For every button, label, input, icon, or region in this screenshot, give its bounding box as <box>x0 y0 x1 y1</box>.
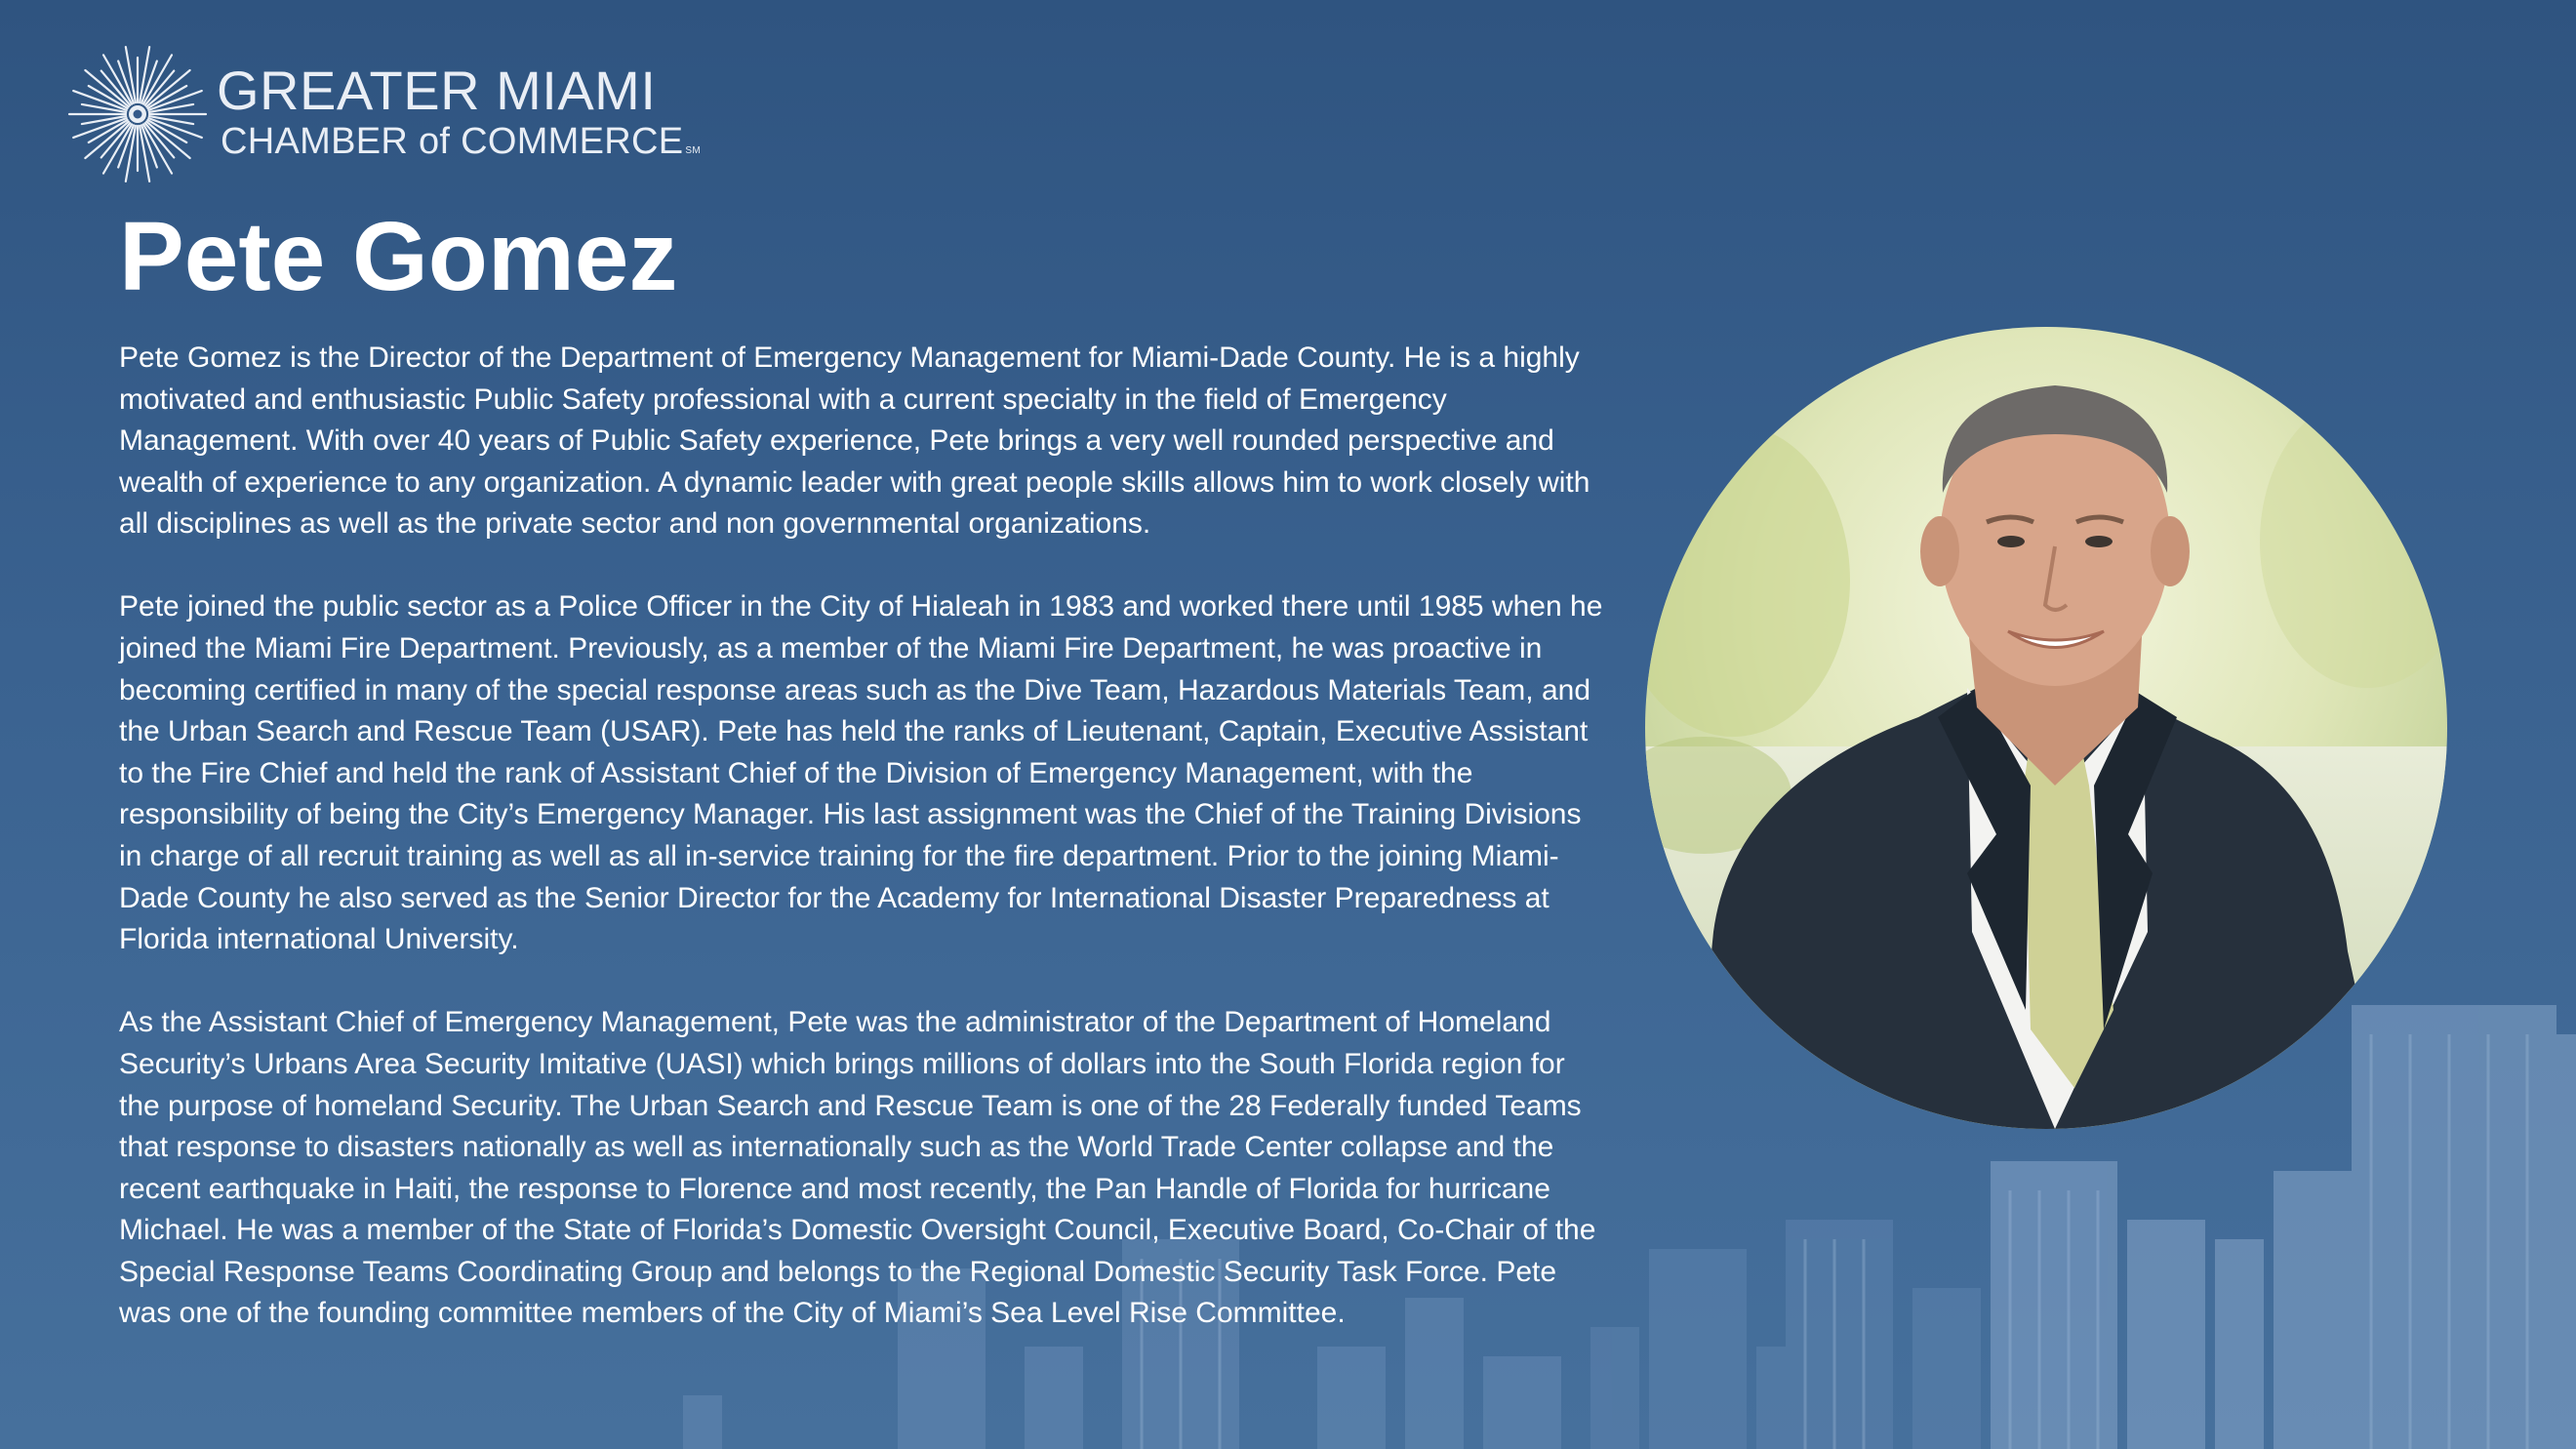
sunburst-icon <box>64 41 211 187</box>
bio-paragraph: Pete Gomez is the Director of the Department of Emergency Management for Miami-Dade County. He is a highly motivated and enthusiastic Public Safety professional with a current specialty in the field of Emergency Management. With over 40 years of Public Safety experience, Pete brings a very well rounded perspective and wealth of experience to any organization. A dynamic leader with great people skills allows him to work closely with all disciplines as well as the private sector and non governmental organizations. <box>119 342 1590 541</box>
logo-subtitle <box>221 121 701 163</box>
speaker-photo <box>1645 327 2447 1129</box>
bio-paragraph: Pete joined the public sector as a Police Officer in the City of Hialeah in 1983 and worked there until 1985 when he joined the Miami Fire Department. Previously, as a member of the Miami Fire Department, he was proactive in becoming certified in many of the special response areas such as the Dive Team, Hazardous Materials Team, and the Urban Search and Rescue Team (USAR). Pete has held the ranks of Lieutenant, Captain, Executive Assistant to the Fire Chief and held the rank of Assistant Chief of the Division of Emergency Management, with the responsibility of being the City’s Emergency Manager. His last assignment was the Chief of the Training Divisions in charge of all recruit training as well as all in-service training for the fire department. Prior to the joining Miami-Dade County he also served as the Senior Director for the Academy for International Disaster Preparedness at Florida international University. <box>119 590 1603 956</box>
speaker-name: Pete Gomez <box>119 202 678 311</box>
logo-subtitle-text: CHAMBER of COMMERCE <box>221 121 684 162</box>
logo-title: GREATER MIAMI <box>217 60 657 121</box>
service-mark: SM <box>685 145 702 156</box>
bio-paragraph: As the Assistant Chief of Emergency Management, Pete was the administrator of the Department of Homeland Security’s Urbans Area Security Imitative (UASI) which brings millions of dollars into the South Florida region for the purpose of homeland Security. The Urban Search and Rescue Team is one of the 28 Federally funded Teams that response to disasters nationally as well as internationally such as the World Trade Center collapse and the recent earthquake in Haiti, the response to Florence and most recently, the Pan Handle of Florida for hurricane Michael. He was a member of the State of Florida’s Domestic Oversight Council, Executive Board, Co-Chair of the Special Response Teams Coordinating Group and belongs to the Regional Domestic Security Task Force. Pete was one of the founding committee members of the City of Miami’s Sea Level Rise Committee. <box>119 1006 1596 1330</box>
speaker-bio <box>119 338 1612 1377</box>
chamber-logo <box>64 41 702 187</box>
